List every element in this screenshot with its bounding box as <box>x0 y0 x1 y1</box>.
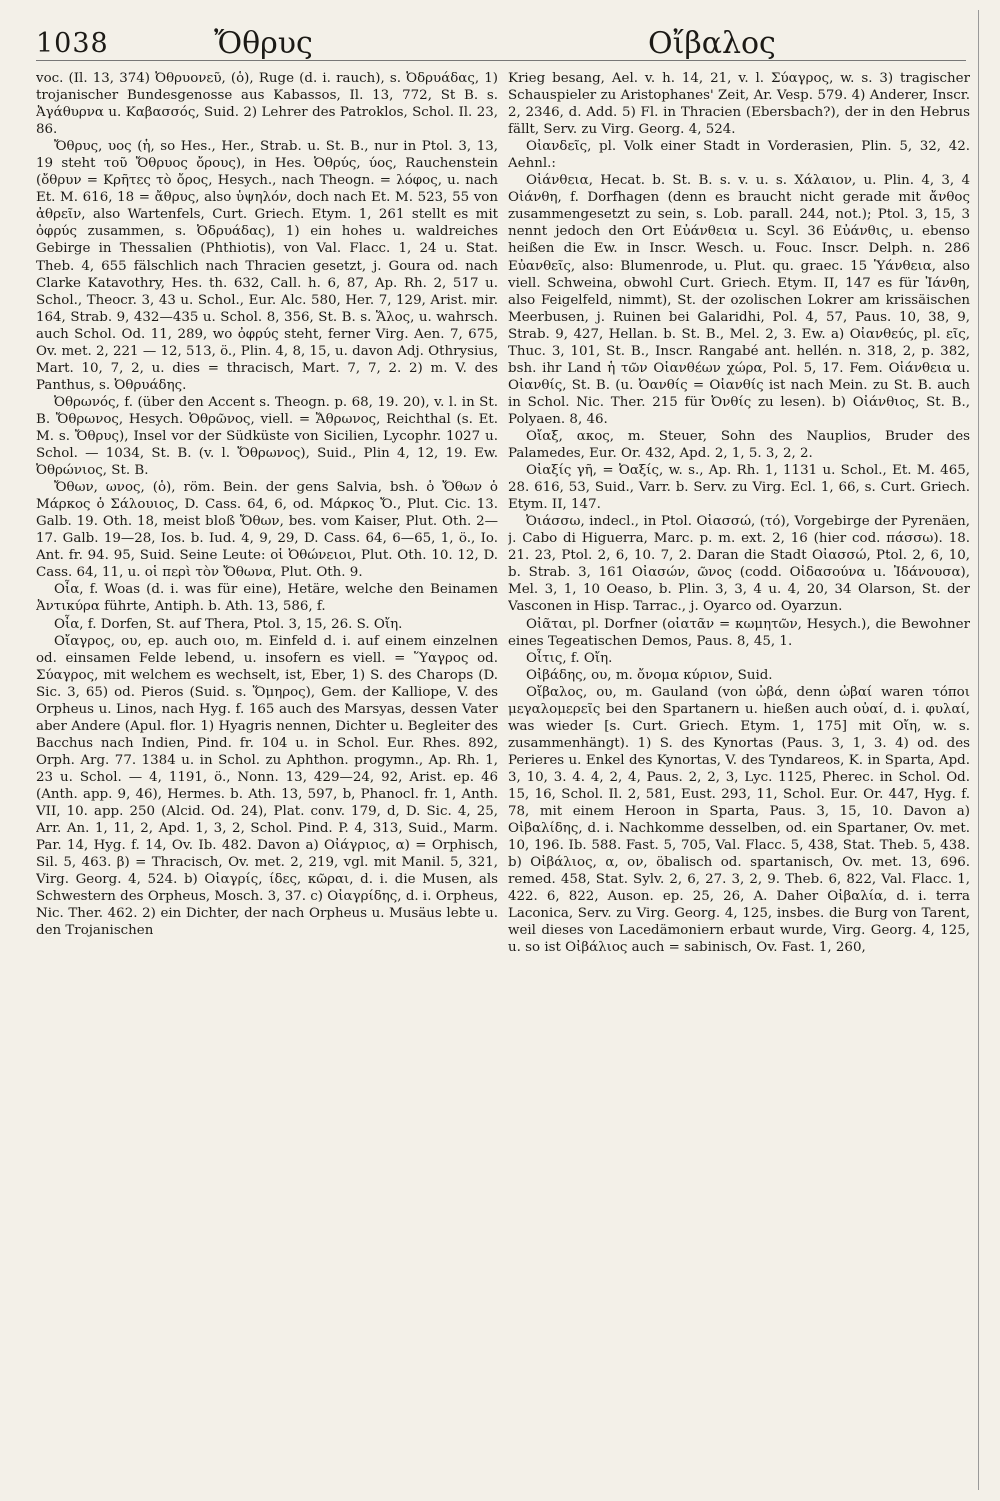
entry-paragraph: Krieg besang, Ael. v. h. 14, 21, v. l. Σύαγρος, w. s. 3) tragischer Schauspieler zu Aristophanes' Zeit, Ar. Vesp. 579. 4) Anderer, Inscr. 2, 2346, d. Add. 5) Fl. in Thracien (Ebersbach?), der in den Hebrus fällt, Serv. zu Virg. Georg. 4, 524. <box>508 71 970 138</box>
entry-paragraph: Ὄθων, ωνος, (ὁ), röm. Bein. der gens Salvia, bsh. ὁ Ὄθων ὁ Μάρκος ὁ Σάλουιος, D. Cass. 64, 6, od. Μάρκος Ὄ., Plut. Cic. 13. Galb. 19. Oth. 18, meist bloß Ὄθων, bes. vom Kaiser, Plut. Oth. 2—17. Galb. 19—28, Ios. b. Iud. 4, 9, 29, D. Cass. 64, 6—65, 1, ö., Io. Ant. fr. 94. 95, Suid. Seine Leute: οἱ Ὀθώνειοι, Plut. Oth. 10. 12, D. Cass. 64, 11, u. οἱ περὶ τὸν Ὄθωνα, Plut. Oth. 9. <box>36 480 498 581</box>
page-header <box>36 22 966 68</box>
left-column <box>36 70 498 1490</box>
page-number: 1038 <box>36 28 109 59</box>
gutter-line <box>978 10 979 1490</box>
entry-paragraph: Οἴβαλος, ου, m. Gauland (von ὠβά, denn ὠβαί waren τόποι μεγαλομερεῖς bei den Spartanern u. hießen auch οὐαί, d. i. φυλαί, was wieder [s. Curt. Griech. Etym. 1, 175] mit Οἴη, w. s. zusammenhängt). 1) S. des Kynortas (Paus. 3, 1, 3. 4) od. des Perieres u. Enkel des Kynortas, V. des Tyndareos, K. in Sparta, Apd. 3, 10, 3. 4. 4, 2, 4, Paus. 2, 2, 3, Lyc. 1125, Pherec. in Schol. Od. 15, 16, Schol. Il. 2, 581, Eust. 293, 11, Schol. Eur. Or. 447, Hyg. f. 78, mit einem Heroon in Sparta, Paus. 3, 15, 10. Davon a) Οἰβαλίδης, d. i. Nachkomme desselben, od. ein Spartaner, Ov. met. 10, 196. Ib. 588. Fast. 5, 705, Val. Flacc. 5, 438, Stat. Theb. 5, 438. b) Οἰβάλιος, α, ον, öbalisch od. spartanisch, Ov. met. 13, 696. remed. 458, Stat. Sylv. 2, 6, 27. 3, 2, 9. Theb. 6, 822, Val. Flacc. 1, 422. 6, 822, Auson. ep. 25, 26, A. Daher Οἰβαλία, d. i. terra Laconica, Serv. zu Virg. Georg. 4, 125, insbes. die Burg von Tarent, weil dieses von Lacedämoniern erbaut wurde, Virg. Georg. 4, 125, u. so ist Οἰβάλιος auch = sabinisch, Ov. Fast. 1, 260, <box>508 684 970 956</box>
entry-paragraph: Οἴαγρος, ου, ep. auch οιο, m. Einfeld d. i. auf einem einzelnen od. einsamen Felde lebend, u. insofern es viell. = Ὕαγρος od. Σύαγρος, mit welchem es wechselt, ist, Eber, 1) S. des Charops (D. Sic. 3, 65) od. Pieros (Suid. s. Ὅμηρος), Gem. der Kalliope, V. des Orpheus u. Linos, nach Hyg. f. 165 auch des Marsyas, dessen Vater aber Andere (Apul. flor. 1) Hyagris nennen, Dichter u. Begleiter des Bacchus nach Indien, Pind. fr. 104 u. in Schol. Eur. Rhes. 892, Orph. Arg. 77. 1384 u. in Schol. zu Aphthon. progymn., Ap. Rh. 1, 23 u. Schol. — 4, 1191, ö., Nonn. 13, 429—24, 92, Arist. ep. 46 (Anth. app. 9, 46), Hermes. b. Ath. 13, 597, b, Phanocl. fr. 1, Anth. VII, 10. app. 250 (Alcid. Od. 24), Plat. conv. 179, d, D. Sic. 4, 25, Arr. An. 1, 11, 2, Apd. 1, 3, 2, Schol. Pind. P. 4, 313, Suid., Marm. Par. 14, Hyg. f. 14, Ov. Ib. 482. Davon a) Οἰάγριος, α) = Orphisch, Sil. 5, 463. β) = Thracisch, Ov. met. 2, 219, vgl. mit Manil. 5, 321, Virg. Georg. 4, 524. b) Οἰαγρίς, ίδες, κῶραι, d. i. die Musen, als Schwestern des Orpheus, Mosch. 3, 37. c) Οἰαγρίδης, d. i. Orpheus, Nic. Ther. 462. 2) ein Dichter, der nach Orpheus u. Musäus lebte u. den Trojanischen <box>36 633 498 939</box>
entry-paragraph: Ὀιάσσω, indecl., in Ptol. Οἰασσώ, (τό), Vorgebirge der Pyrenäen, j. Cabo di Higuerra, Marc. p. m. ext. 2, 16 (hier cod. πάσσω). 18. 21. 23, Ptol. 2, 6, 10. 7, 2. Daran die Stadt Οἰασσώ, Ptol. 2, 6, 10, b. Strab. 3, 161 Οἰασών, ῶνος (codd. Οἰδασούνα u. Ἰδάνουσα), Mel. 3, 1, 10 Oeaso, b. Plin. 3, 3, 4 u. 4, 20, 34 Olarson, St. der Vasconen in Hisp. Tarrac., j. Oyarco od. Oyarzun. <box>508 514 970 615</box>
right-column <box>508 70 970 1490</box>
entry-paragraph: Οἴαξ, ακος, m. Steuer, Sohn des Nauplios, Bruder des Palamedes, Eur. Or. 432, Apd. 2, 1, 5. 3, 2, 2. <box>508 428 970 462</box>
entry-paragraph: Οἰβάδης, ου, m. ὄνομα κύριον, Suid. <box>526 667 773 683</box>
entry-paragraph: Οἰαξίς γῆ, = Ὀαξίς, w. s., Ap. Rh. 1, 1131 u. Schol., Et. M. 465, 28. 616, 53, Suid., Varr. b. Serv. zu Virg. Ecl. 1, 66, s. Curt. Griech. Etym. II, 147. <box>508 463 970 513</box>
entry-paragraph: Οἰάνθεια, Hecat. b. St. B. s. v. u. s. Χάλαιον, u. Plin. 4, 3, 4 Οἰάνθη, f. Dorfhagen (denn es braucht nicht gerade mit ἄνθος zusammengesetzt zu sein, s. Lob. parall. 244, not.); Ptol. 3, 15, 3 nennt jedoch den Ort Εὐάνθεια u. Scyl. 36 Εὐάνθις, u. ebenso heißen die Ew. in Inscr. Wesch. u. Fouc. Inscr. Delph. n. 286 Εὐανθεῖς, also: Blumenrode, u. Plut. qu. graec. 15 Ὑάνθεια, also viell. Schweina, obwohl Curt. Griech. Etym. II, 147 es für Ἰάνθη, also Feigelfeld, nimmt), St. der ozolischen Lokrer am krissäischen Meerbusen, j. Ruinen bei Galaridhi, Pol. 4, 57, Paus. 10, 38, 9, Strab. 9, 427, Hellan. b. St. B., Mel. 2, 3. Ew. a) Οἰανθεύς, pl. εῖς, Thuc. 3, 101, St. B., Inscr. Rangabé ant. hellén. n. 318, 2, p. 382, bsh. ihr Land ἡ τῶν Οἰανθέων χώρα, Pol. 5, 17. Fem. Οἰάνθεια u. Οἰανθίς, St. B. (u. Ὀανθίς = Οἰανθίς ist nach Mein. zu St. B. auch in Schol. Nic. Ther. 215 für Ὀνθίς zu lesen). b) Οἰάνθιος, St. B., Polyaen. 8, 46. <box>508 173 970 427</box>
running-head-right: Οἴβαλος <box>648 26 776 61</box>
running-head-left: Ὄθρυς <box>214 26 313 61</box>
entry-paragraph: Οἶτις, f. Οἴη. <box>526 650 613 666</box>
entry-paragraph: Ὀθρωνός, f. (über den Accent s. Theogn. p. 68, 19. 20), v. l. in St. B. Ὄθρωνος, Hesych. Ὀθρῶνος, viell. = Ἄθρωνος, Reichthal (s. Et. M. s. Ὄθρυς), Insel vor der Südküste von Sicilien, Lycophr. 1027 u. Schol. — 1034, St. B. (v. l. Ὄθρωνος), Suid., Plin 4, 12, 19. Ew. Ὀθρώνιος, St. B. <box>36 394 498 479</box>
entry-paragraph: Οἰᾶται, pl. Dorfner (οἰατᾶν = κωμητῶν, Hesych.), die Bewohner eines Tegeatischen Demos, Paus. 8, 45, 1. <box>508 616 970 649</box>
entry-paragraph: voc. (Il. 13, 374) Ὀθρυονεῦ, (ὁ), Ruge (d. i. rauch), s. Ὀδρυάδας, 1) trojanischer Bundesgenosse aus Kabassos, Il. 13, 772, St B. s. Ἀγάθυρνα u. Καβασσός, Suid. 2) Lehrer des Patroklos, Schol. Il. 23, 86. <box>36 71 498 138</box>
entry-paragraph: Οἶα, f. Dorfen, St. auf Thera, Ptol. 3, 15, 26. S. Οἴη. <box>54 616 403 632</box>
entry-paragraph: Οἰανδεῖς, pl. Volk einer Stadt in Vorderasien, Plin. 5, 32, 42. Aehnl.: <box>508 139 970 172</box>
header-rule <box>36 60 966 61</box>
entry-paragraph: Οἶα, f. Woas (d. i. was für eine), Hetäre, welche den Beinamen Ἀντικύρα führte, Antiph. b. Ath. 13, 586, f. <box>36 582 498 615</box>
entry-paragraph: Ὄθρυς, υος (ἡ, so Hes., Her., Strab. u. St. B., nur in Ptol. 3, 13, 19 steht τοῦ Ὄθρυος ὄρους), in Hes. Ὀθρύς, ύος, Rauchenstein (ὄθρυν = Κρῆτες τὸ ὄρος, Hesych., nach Theogn. = λόφος, u. nach Et. M. 616, 18 = ἄθρυς, also ὑψηλόν, doch nach Et. M. 523, 55 von ἀθρεῖν, also Wartenfels, Curt. Griech. Etym. 1, 261 stellt es mit ὀφρύς zusammen, s. Ὀδρυάδας), 1) ein hohes u. waldreiches Gebirge in Thessalien (Phthiotis), von Val. Flacc. 1, 24 u. Stat. Theb. 4, 655 fälschlich nach Thracien gesetzt, j. Goura od. nach Clarke Katavothry, Hes. th. 632, Call. h. 6, 87, Ap. Rh. 2, 517 u. Schol., Theocr. 3, 43 u. Schol., Eur. Alc. 580, Her. 7, 129, Arist. mir. 164, Strab. 9, 432—435 u. Schol. 8, 356, St. B. s. Ἅλος, u. wahrsch. auch Schol. Od. 11, 289, wo ὀφρύς steht, ferner Virg. Aen. 7, 675, Ov. met. 2, 221 — 12, 513, ö., Plin. 4, 8, 15, u. davon Adj. Othrysius, Mart. 10, 7, 2, u. dies = thracisch, Mart. 7, 7, 2. 2) m. V. des Panthus, s. Ὀθρυάδης. <box>36 139 498 393</box>
